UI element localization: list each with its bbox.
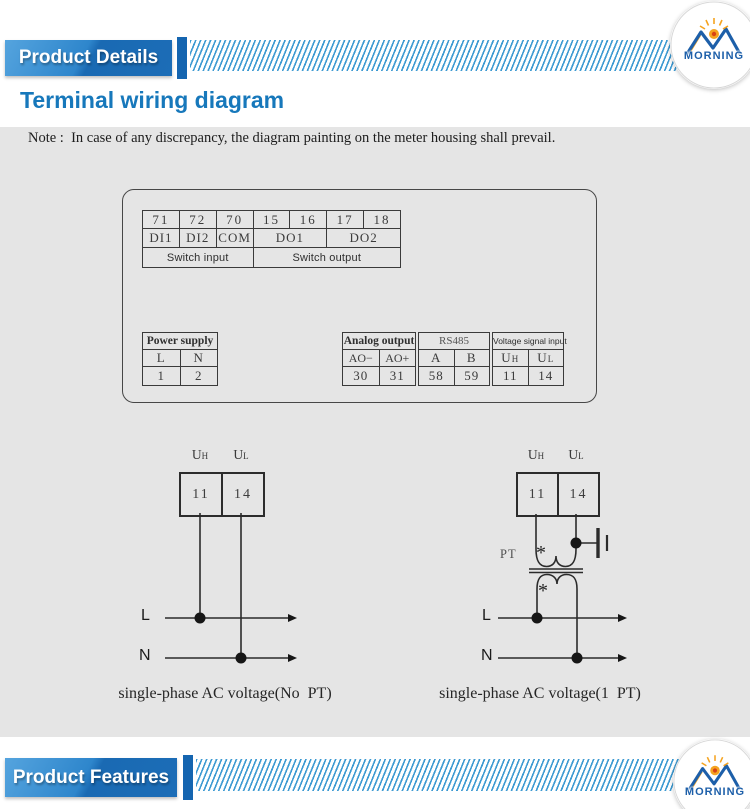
banner-divider xyxy=(183,755,193,800)
product-details-banner xyxy=(5,40,172,76)
banner-hatch-pattern xyxy=(190,40,736,71)
terminal-number: 71 xyxy=(143,211,180,229)
column-header: AO+ xyxy=(379,350,416,367)
terminal-number: 70 xyxy=(216,211,253,229)
logo-wordmark: MORNING xyxy=(683,50,745,63)
analog-output-table xyxy=(342,332,416,386)
terminal-function: DI1 xyxy=(143,229,180,248)
wiring-pt-diagram xyxy=(480,505,660,670)
terminal-number: 2 xyxy=(180,367,218,386)
column-header: AO− xyxy=(343,350,380,367)
terminal-number: 59 xyxy=(454,367,490,386)
terminal-label-ul: UL xyxy=(233,447,249,462)
page-title: Terminal wiring diagram xyxy=(20,87,285,113)
terminal-function: DI2 xyxy=(179,229,216,248)
polarity-mark: * xyxy=(536,542,546,564)
terminal-label-uh: UH xyxy=(191,447,209,462)
terminal-table xyxy=(142,210,401,268)
line-label-l: L xyxy=(482,607,491,624)
line-label-n: N xyxy=(481,647,493,664)
terminal-number: 14 xyxy=(528,367,564,386)
logo-wordmark: MORNING xyxy=(684,786,746,799)
column-header: L xyxy=(143,350,181,367)
terminal-function: DO1 xyxy=(253,229,327,248)
morning-logo xyxy=(673,739,750,809)
note-text: Note : In case of any discrepancy, the diagram painting on the meter housing shall prevail. xyxy=(28,130,556,146)
wiring-no-pt-diagram xyxy=(120,505,355,670)
column-header: UL xyxy=(528,350,564,367)
diagram-caption-no-pt: single-phase AC voltage(No PT) xyxy=(118,685,332,702)
banner-title: Product Features xyxy=(12,766,170,788)
pt-label: PT xyxy=(500,547,517,561)
logo-m-icon xyxy=(670,1,750,89)
terminal-number: 16 xyxy=(290,211,327,229)
terminal-cell-14: 14 xyxy=(557,474,598,515)
terminal-number: 31 xyxy=(379,367,416,386)
terminal-function: DO2 xyxy=(327,229,401,248)
column-header: B xyxy=(454,350,490,367)
table-title: Power supply xyxy=(143,333,218,350)
rs485-table xyxy=(418,332,490,386)
terminal-number: 11 xyxy=(493,367,529,386)
table-title: RS485 xyxy=(419,333,490,350)
terminal-number: 18 xyxy=(364,211,401,229)
terminal-number: 30 xyxy=(343,367,380,386)
diagram-caption-pt: single-phase AC voltage(1 PT) xyxy=(439,685,641,702)
terminal-number: 72 xyxy=(179,211,216,229)
table-title: Analog output xyxy=(343,333,416,350)
terminal-number: 58 xyxy=(419,367,455,386)
line-label-l: L xyxy=(141,607,150,624)
terminal-cell-11: 11 xyxy=(192,486,210,502)
column-header: UH xyxy=(493,350,529,367)
terminal-group: Switch output xyxy=(253,248,400,268)
column-header: N xyxy=(180,350,218,367)
product-features-banner xyxy=(5,758,177,797)
terminal-number: 15 xyxy=(253,211,290,229)
logo-m-icon xyxy=(673,739,750,809)
morning-logo xyxy=(670,1,750,89)
terminal-cell-14: 14 xyxy=(221,474,263,515)
banner-divider xyxy=(177,37,187,79)
terminal-function: COM xyxy=(216,229,253,248)
terminal-cell-11: 11 xyxy=(528,486,547,502)
terminal-number: 17 xyxy=(327,211,364,229)
line-label-n: N xyxy=(139,647,151,664)
column-header: A xyxy=(419,350,455,367)
banner-hatch-pattern xyxy=(196,759,735,791)
table-title: Voltage signal input xyxy=(493,333,564,350)
terminal-number: 1 xyxy=(143,367,181,386)
terminal-label-ul: UL xyxy=(568,447,584,462)
voltage-signal-table xyxy=(492,332,567,386)
terminal-group: Switch input xyxy=(143,248,254,268)
power-supply-table xyxy=(142,332,218,386)
polarity-mark: * xyxy=(538,580,548,602)
terminal-label-uh: UH xyxy=(527,447,545,462)
banner-title: Product Details xyxy=(18,47,159,68)
